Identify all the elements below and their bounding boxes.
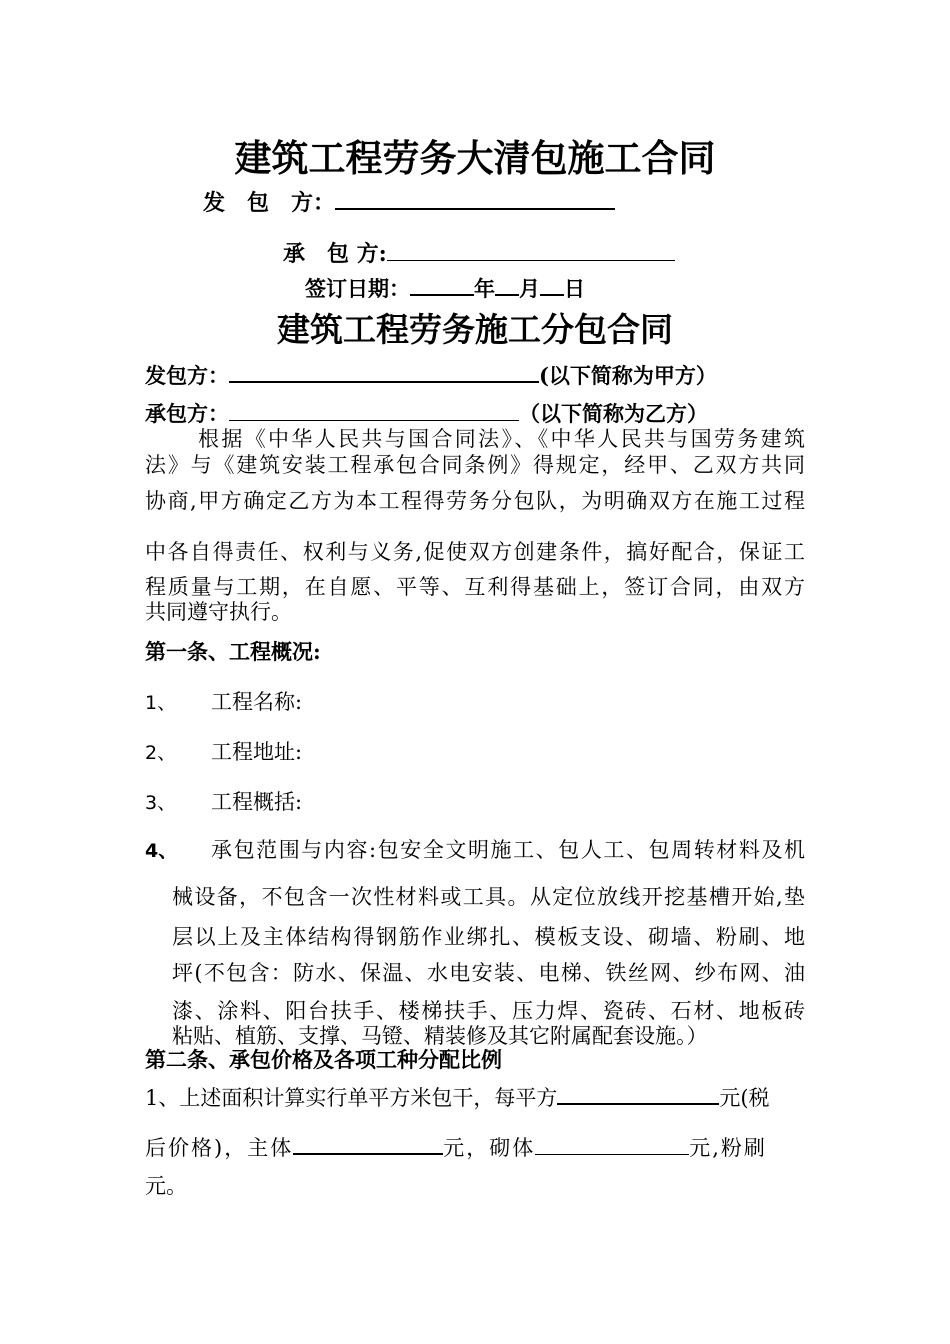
cover-title: 建筑工程劳务大清包施工合同 [234, 136, 716, 180]
party-a-blank [229, 360, 539, 383]
cover-date-month-blank [495, 273, 519, 296]
item-number: 2、 [145, 742, 177, 764]
article2-p2-text-a: 后价格)，主体 [145, 1136, 294, 1160]
cover-date-day-blank [540, 273, 564, 296]
party-a-line [145, 360, 717, 390]
article2-para-1 [145, 1082, 770, 1112]
party-b-blank [229, 399, 519, 421]
article2-p1-text-b: 元(税 [719, 1086, 770, 1110]
preamble-line-6: 共同遵守执行。 [145, 600, 292, 624]
article2-para-2 [145, 1132, 767, 1162]
cover-date-day: 日 [564, 276, 585, 301]
cover-party-a-label: 发 包 方： [203, 190, 336, 216]
item-text: 承包范围与内容:包安全文明施工、包人工、包周转材料及机 [211, 838, 805, 862]
item-number: 3、 [145, 792, 177, 814]
cover-party-a [203, 186, 615, 217]
article2-p1-text-a: 1、上述面积计算实行单平方米包干，每平方 [145, 1086, 558, 1110]
item4-cont-line-1: 械设备，不包含一次性材料或工具。从定位放线开挖基槽开始,垫 [172, 885, 805, 909]
cover-date-month: 月 [519, 276, 540, 301]
cover-date [305, 273, 585, 303]
cover-party-b-blank [387, 238, 675, 261]
article1-item-1 [145, 686, 302, 716]
preamble-line-3: 协商,甲方确定乙方为本工程得劳务分包队，为明确双方在施工过程 [145, 489, 805, 513]
article1-title: 第一条、工程概况: [145, 639, 321, 664]
cover-party-b [283, 237, 675, 268]
party-b-label: 承包方： [145, 401, 229, 426]
item-number: 1、 [145, 692, 177, 714]
main-title: 建筑工程劳务施工分包合同 [277, 310, 673, 349]
item4-cont-line-4: 漆、涂料、阳台扶手、楼梯扶手、压力焊、瓷砖、石材、地板砖 [172, 999, 805, 1023]
preamble-line-5: 程质量与工期，在自愿、平等、互利得基础上，签订合同，由双方 [145, 575, 805, 599]
article2-p2-text-c: 元,粉刷 [689, 1136, 767, 1160]
cover-date-year-blank [410, 273, 474, 296]
article1-item-2 [145, 736, 302, 766]
preamble-line-4: 中各自得责任、权利与义务,促使双方创建条件，搞好配合，保证工 [145, 540, 805, 564]
cover-party-a-blank [335, 186, 615, 210]
item4-cont-line-3: 坪(不包含：防水、保温、水电安装、电梯、铁丝网、纱布网、油 [172, 961, 805, 985]
article2-para-3: 元。 [145, 1174, 187, 1198]
party-a-label: 发包方： [145, 363, 229, 388]
preamble-line-1: 根据《中华人民共与国合同法》、《中华人民共与国劳务建筑 [198, 427, 805, 451]
item-text: 工程名称: [211, 690, 303, 714]
cover-party-b-label: 承 包 方: [283, 241, 387, 267]
party-a-suffix: (以下简称为甲方） [539, 363, 717, 388]
party-b-suffix: （以下简称为乙方） [519, 401, 708, 426]
item4-cont-line-2: 层以上及主体结构得钢筋作业绑扎、模板支设、砌墙、粉刷、地 [172, 925, 805, 949]
item-text: 工程地址: [211, 740, 303, 764]
item-number: 4、 [145, 840, 178, 862]
preamble-line-2: 法》与《建筑安装工程承包合同条例》得规定，经甲、乙双方共同 [145, 453, 805, 477]
article2-p2-text-b: 元，砌体 [443, 1136, 536, 1160]
masonry-price-blank [535, 1133, 689, 1155]
cover-date-year: 年 [474, 276, 495, 301]
article2-title: 第二条、承包价格及各项工种分配比例 [145, 1047, 502, 1072]
price-per-sqm-blank [557, 1082, 719, 1105]
item-text: 工程概括: [211, 790, 303, 814]
article1-item-3 [145, 786, 302, 816]
article1-item-4 [145, 834, 805, 864]
item4-cont-line-5: 粘贴、植筋、支撑、马镫、精装修及其它附属配套设施。） [172, 1024, 708, 1048]
cover-date-label: 签订日期： [305, 276, 410, 301]
main-structure-price-blank [293, 1132, 443, 1155]
